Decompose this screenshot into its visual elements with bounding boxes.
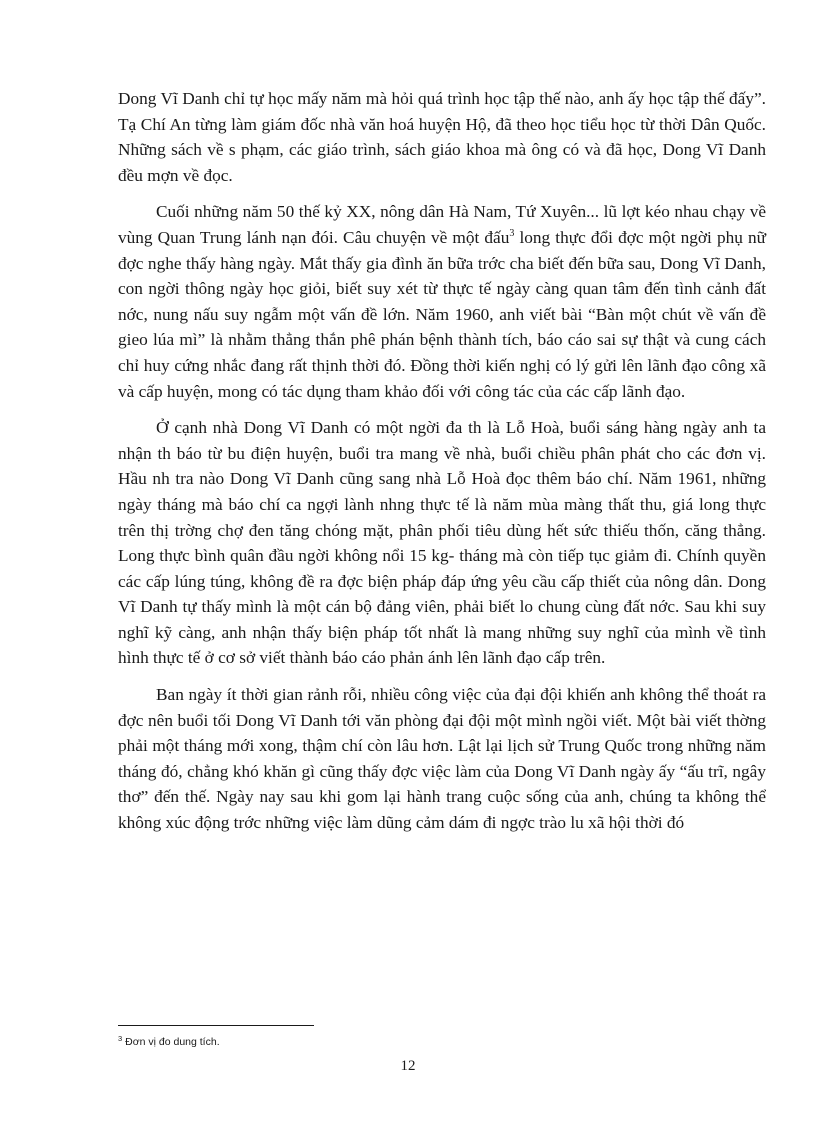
paragraph-2-part-1: Cuối những năm 50 thế kỷ XX, nông dân Hà Nam, Tứ Xuyên... lũ lợt kéo nhau chạy về vùng Quan Trung lánh nạn đói. Câu chuyện về một đấu	[118, 202, 766, 247]
paragraph-2	[118, 199, 766, 404]
page-number: 12	[400, 1058, 416, 1074]
paragraph-2-part-2: long thực đổi đợc một ngời phụ nữ đợc nghe thấy hàng ngày. Mắt thấy gia đình ăn bữa trớc cha biết đến bữa sau, Dong Vĩ Danh, con ngời thông ngày học giỏi, biết suy xét từ thực tế ngày càng quan tâm đến tình cảnh đất nớc, nung nấu suy ngẫm một vấn đề lớn. Năm 1960, anh viết bài “Bàn một chút về vấn đề gieo lúa mì” là nhằm thẳng thắn phê phán bệnh thành tích, báo cáo sai sự thật và cung cách chỉ huy cứng nhắc đang rất thịnh thời đó. Đồng thời kiến nghị có lý gửi lên lãnh đạo công xã và cấp huyện, mong có tác dụng tham khảo đối với công tác của các cấp lãnh đạo.	[118, 227, 766, 401]
body-text	[118, 86, 766, 836]
footnote-text: Đơn vị đo dung tích.	[125, 1036, 220, 1048]
paragraph-4: Ban ngày ít thời gian rảnh rỗi, nhiều công việc của đại đội khiến anh không thể thoát ra đợc nên buổi tối Dong Vĩ Danh tới văn phòng đại đội một mình ngồi viết. Một bài viết thờng phải một tháng mới xong, thậm chí còn lâu hơn. Lật lại lịch sử Trung Quốc trong những năm tháng đó, chẳng khó khăn gì cũng thấy đợc việc làm của Dong Vĩ Danh ngày ấy “ấu trĩ, ngây thơ” đến thế. Ngày nay sau khi gom lại hành trang cuộc sống của anh, chúng ta không thể không xúc động trớc những việc làm dũng cảm dám đi ngợc trào lu xã hội thời đó	[118, 685, 766, 833]
footnote-divider	[118, 1025, 314, 1026]
paragraph-1: Dong Vĩ Danh chỉ tự học mấy năm mà hỏi quá trình học tập thế nào, anh ấy học tập thế đấy”. Tạ Chí An từng làm giám đốc nhà văn hoá huyện Hộ, đã theo học tiểu học từ thời Dân Quốc. Những sách về s phạm, các giáo trình, sách giáo khoa mà ông có và đã học, Dong Vĩ Danh đều mợn về đọc.	[118, 89, 766, 185]
footnote-marker: 3	[118, 1033, 123, 1043]
footnote-reference[interactable]: 3	[509, 228, 515, 240]
paragraph-3: Ở cạnh nhà Dong Vĩ Danh có một ngời đa th là Lỗ Hoà, buổi sáng hàng ngày anh ta nhận th báo từ bu điện huyện, buổi tra mang về nhà, buổi chiều phân phát cho các đơn vị. Hầu nh tra nào Dong Vĩ Danh cũng sang nhà Lỗ Hoà đọc thêm báo chí. Năm 1961, những ngày tháng mà báo chí ca ngợi lành nhng thực tế là năm mùa màng thất thu, giá long thực trên thị trờng chợ đen tăng chóng mặt, phân phối tiêu dùng hết sức thiếu thốn, căng thẳng. Long thực bình quân đầu ngời không nổi 15 kg- tháng mà còn tiếp tục giảm đi. Chính quyền các cấp lúng túng, không đề ra đợc biện pháp đáp ứng yêu cầu cấp thiết của nông dân. Dong Vĩ Danh tự thấy mình là một cán bộ đảng viên, phải biết lo chung cùng đất nớc. Sau khi suy nghĩ kỹ càng, anh nhận thấy biện pháp tốt nhất là mang những suy nghĩ của mình về tình hình thực tế ở cơ sở viết thành báo cáo phản ánh lên lãnh đạo cấp trên.	[118, 418, 766, 668]
footnote	[118, 1035, 220, 1049]
